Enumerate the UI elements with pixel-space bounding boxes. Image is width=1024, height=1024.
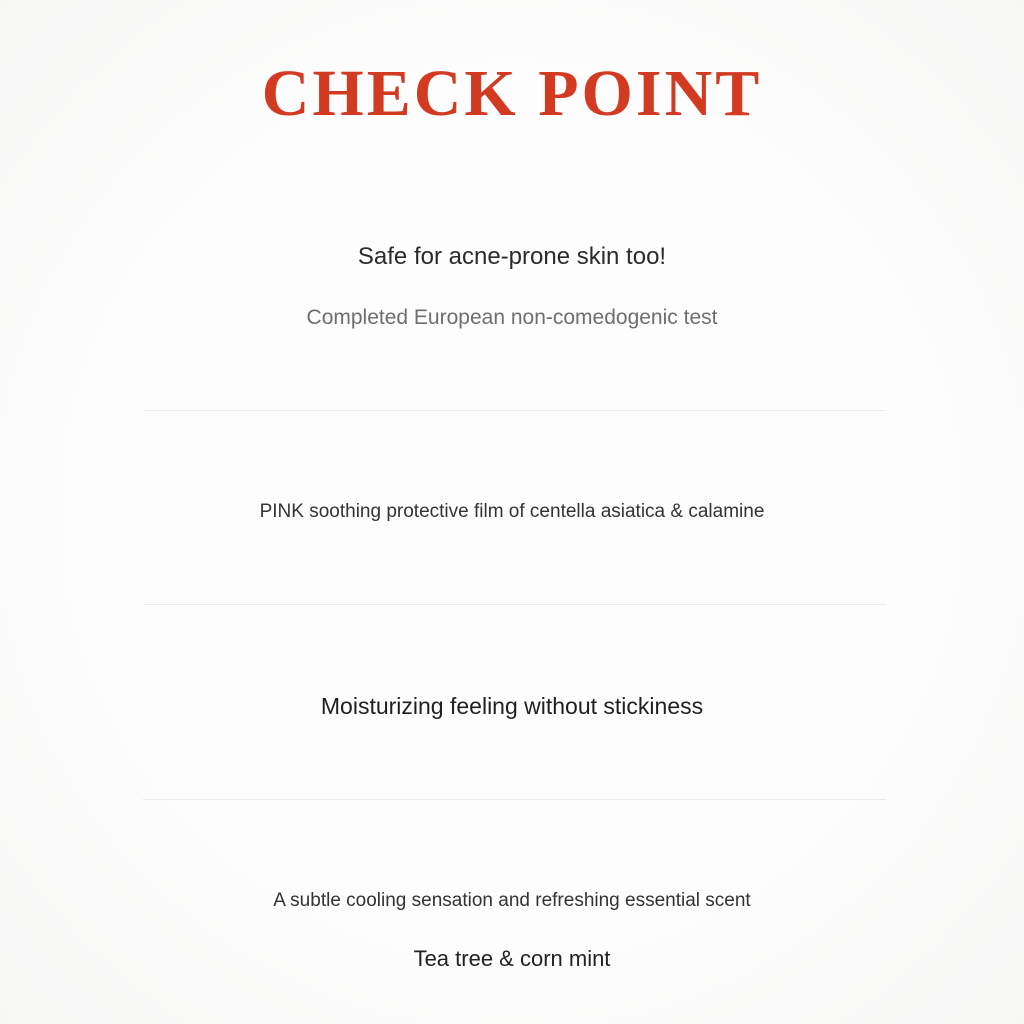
section-cooling-scent-subtext: Tea tree & corn mint (413, 946, 611, 971)
page-title: CHECK POINT (261, 57, 763, 130)
section-cooling-scent-text: A subtle cooling sensation and refreshing essential scent (273, 890, 751, 911)
divider (143, 410, 885, 411)
section-moisturizing-text: Moisturizing feeling without stickiness (320, 693, 704, 719)
section-protective-film-text: PINK soothing protective film of centella asiatica & calamine (259, 501, 765, 522)
section-acne-safe-heading: Safe for acne-prone skin too! (357, 243, 667, 270)
section-acne-safe-subtext: Completed European non-comedogenic test (306, 306, 718, 329)
divider (143, 604, 885, 605)
divider (143, 799, 885, 800)
